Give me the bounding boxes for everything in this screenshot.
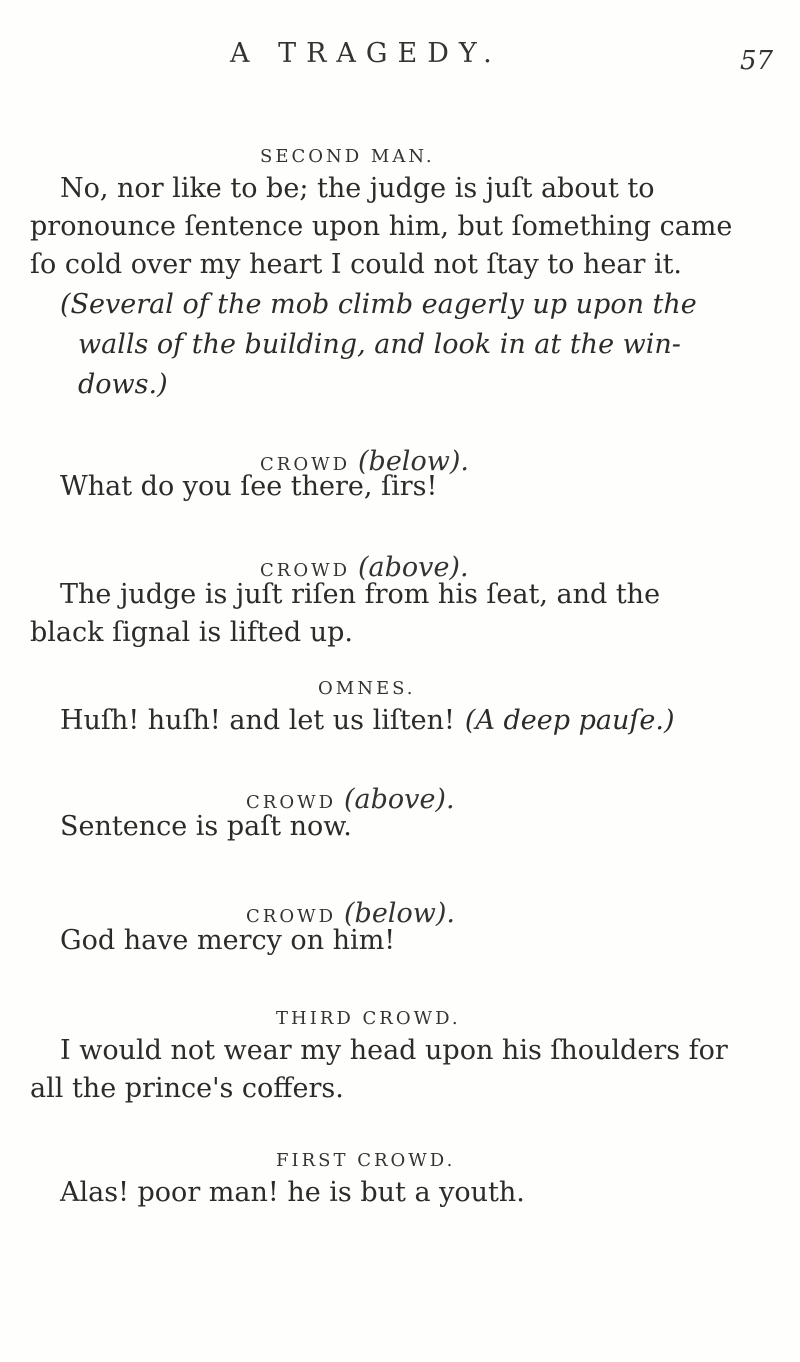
stage-direction-line: walls of the building, and look in at the win- — [78, 329, 681, 360]
speaker-name: CROWD — [246, 906, 337, 927]
speaker-direction: (below). — [344, 898, 455, 929]
text-line: What do you ſee there, ſirs! — [60, 471, 438, 502]
speaker-name: CROWD — [260, 560, 351, 581]
speaker-third-crowd: THIRD CROWD. — [276, 1008, 461, 1029]
speaker-direction: (below). — [358, 446, 469, 477]
page-number: 57 — [740, 46, 774, 76]
text-line — [60, 702, 675, 740]
inline-stage-direction: (A deep pauſe.) — [464, 705, 675, 736]
text-line: Alas! poor man! he is but a youth. — [60, 1177, 525, 1208]
text-line: all the prince's coffers. — [30, 1073, 344, 1104]
text-line: Sentence is paſt now. — [60, 811, 352, 842]
speaker-name: CROWD — [246, 792, 337, 813]
stage-direction-line: dows.) — [78, 369, 168, 400]
text-line: pronounce ſentence upon him, but ſomething came — [30, 211, 733, 242]
text-line: The judge is juſt riſen from his ſeat, and the — [60, 579, 661, 610]
running-title: A TRAGEDY. — [230, 38, 502, 69]
text-line: No, nor like to be; the judge is juſt about to — [60, 173, 655, 204]
stage-direction-line: (Several of the mob climb eagerly up upon the — [60, 289, 697, 320]
text-line: God have mercy on him! — [60, 925, 396, 956]
speaker-direction: (above). — [344, 784, 455, 815]
speaker-direction: (above). — [358, 552, 469, 583]
line-text: Huſh! huſh! and let us liſten! — [60, 705, 455, 736]
text-line: I would not wear my head upon his ſhoulders for — [60, 1035, 728, 1066]
text-line: ſo cold over my heart I could not ſtay to hear it. — [30, 249, 683, 280]
speaker-name: CROWD — [260, 454, 351, 475]
text-line: black ſignal is lifted up. — [30, 617, 353, 648]
speaker-second-man: SECOND MAN. — [260, 146, 435, 167]
speaker-first-crowd: FIRST CROWD. — [276, 1150, 456, 1171]
speaker-omnes: OMNES. — [318, 678, 416, 699]
